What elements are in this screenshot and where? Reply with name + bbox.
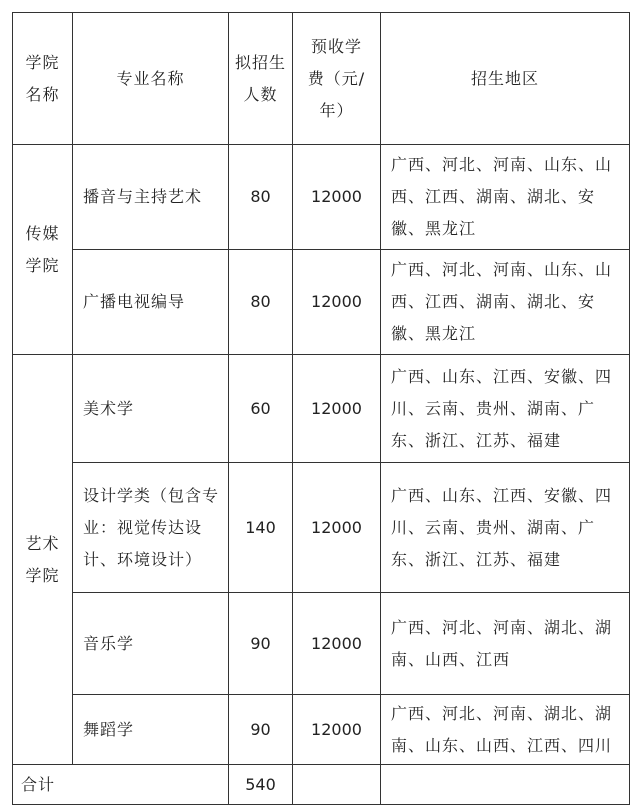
total-row (13, 765, 630, 805)
header-fee: 预收学费（元/年） (293, 13, 381, 145)
table-row (13, 463, 630, 593)
header-college: 学院名称 (13, 13, 73, 145)
quota-cell: 80 (229, 250, 293, 355)
fee-cell: 12000 (293, 355, 381, 463)
table-row (13, 695, 630, 765)
quota-cell: 140 (229, 463, 293, 593)
header-major: 专业名称 (73, 13, 229, 145)
region-cell: 广西、河北、河南、湖北、湖南、山东、山西、江西、四川 (381, 695, 630, 765)
major-cell: 播音与主持艺术 (73, 145, 229, 250)
total-fee (293, 765, 381, 805)
fee-cell: 12000 (293, 695, 381, 765)
major-cell: 舞蹈学 (73, 695, 229, 765)
major-cell: 广播电视编导 (73, 250, 229, 355)
region-cell: 广西、河北、河南、湖北、湖南、山西、江西 (381, 593, 630, 695)
quota-cell: 80 (229, 145, 293, 250)
college-cell: 传媒学院 (13, 145, 73, 355)
college-cell: 艺术学院 (13, 355, 73, 765)
fee-cell: 12000 (293, 145, 381, 250)
region-cell: 广西、山东、江西、安徽、四川、云南、贵州、湖南、广东、浙江、江苏、福建 (381, 463, 630, 593)
table-row (13, 355, 630, 463)
quota-cell: 60 (229, 355, 293, 463)
major-cell: 设计学类（包含专业：视觉传达设计、环境设计） (73, 463, 229, 593)
region-cell: 广西、河北、河南、山东、山西、江西、湖南、湖北、安徽、黑龙江 (381, 250, 630, 355)
region-cell: 广西、山东、江西、安徽、四川、云南、贵州、湖南、广东、浙江、江苏、福建 (381, 355, 630, 463)
quota-cell: 90 (229, 593, 293, 695)
fee-cell: 12000 (293, 593, 381, 695)
table-row (13, 145, 630, 250)
major-cell: 音乐学 (73, 593, 229, 695)
enrollment-table (12, 12, 630, 805)
table-row (13, 250, 630, 355)
total-quota: 540 (229, 765, 293, 805)
quota-cell: 90 (229, 695, 293, 765)
total-label: 合计 (13, 765, 229, 805)
header-region: 招生地区 (381, 13, 630, 145)
header-quota: 拟招生人数 (229, 13, 293, 145)
table-row (13, 593, 630, 695)
fee-cell: 12000 (293, 250, 381, 355)
region-cell: 广西、河北、河南、山东、山西、江西、湖南、湖北、安徽、黑龙江 (381, 145, 630, 250)
header-row (13, 13, 630, 145)
total-region (381, 765, 630, 805)
major-cell: 美术学 (73, 355, 229, 463)
fee-cell: 12000 (293, 463, 381, 593)
